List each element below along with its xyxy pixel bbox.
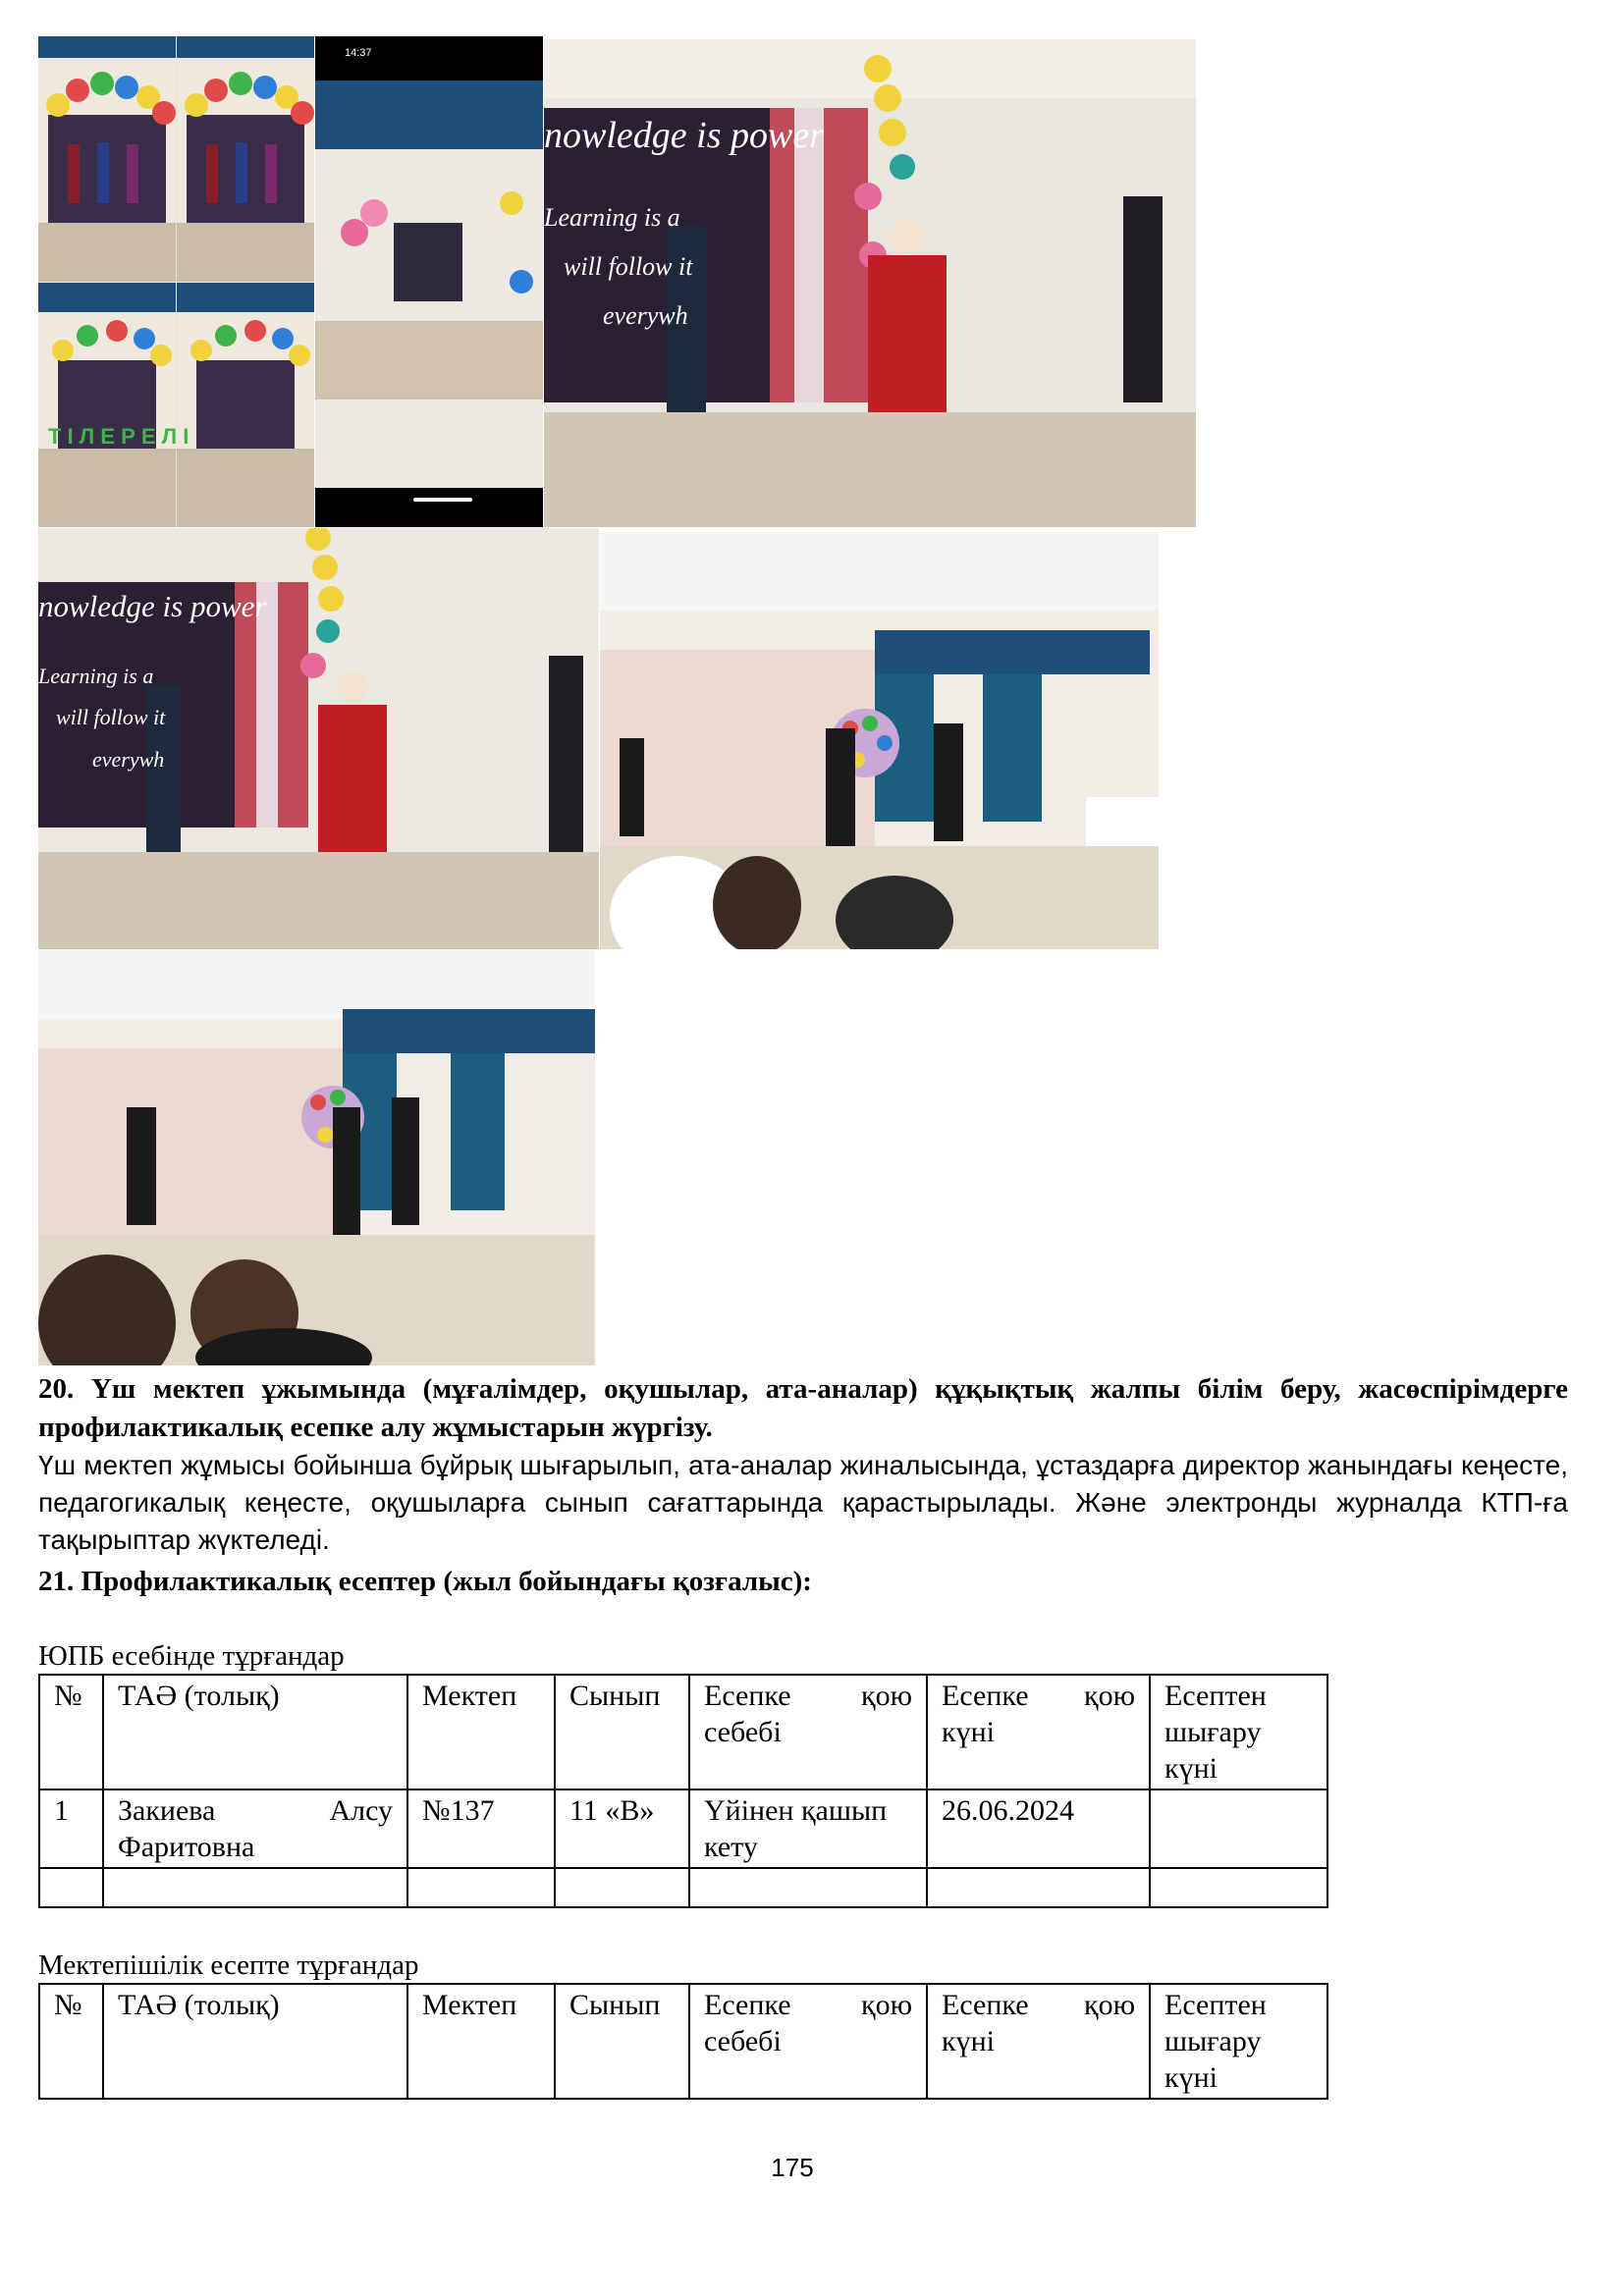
photo-stage-performance: [38, 528, 599, 949]
cell-empty: [555, 1868, 689, 1907]
juvenile-register-table: [38, 1674, 1328, 1908]
table-header-row: [39, 1675, 1327, 1789]
header-reason: Есепке қою себебі: [689, 1675, 927, 1789]
header-class: Сынып: [555, 1984, 689, 2099]
cell-removal-date: [1150, 1789, 1327, 1868]
header-school: Мектеп: [407, 1675, 555, 1789]
cell-empty: [927, 1868, 1150, 1907]
table-row: [39, 1789, 1327, 1868]
table-header-row: [39, 1984, 1327, 2099]
cell-class: 11 «В»: [555, 1789, 689, 1868]
banner-text-1: nowledge is power: [544, 115, 824, 156]
cell-empty: [103, 1868, 407, 1907]
photo-collage: [38, 36, 314, 527]
cell-registration-date: 26.06.2024: [927, 1789, 1150, 1868]
photo-phone-screenshot: [315, 36, 543, 527]
photo-stage-banner: [544, 39, 1196, 527]
section-20-heading: 20. Үш мектеп ұжымында (мұғалімдер, оқушылар, ата-аналар) құқықтық жалпы білім беру, жасөспірімдерге профилактикалық есепке алу жұмыстарын жүргізу.: [38, 1373, 1568, 1443]
cell-school: №137: [407, 1789, 555, 1868]
table1-caption: ЮПБ есебінде тұрғандар: [38, 1640, 345, 1672]
header-full-name: ТАӘ (толық): [103, 1675, 407, 1789]
page-number: 175: [771, 2153, 814, 2182]
photo-hall-performance: [38, 950, 595, 1365]
banner2-text-4: everywh: [92, 747, 165, 772]
header-removal-date: Есептен шығару күні: [1150, 1984, 1327, 2099]
banner-text-2: Learning is a: [544, 203, 680, 232]
header-full-name: ТАӘ (толық): [103, 1984, 407, 2099]
header-removal-date: Есептен шығару күні: [1150, 1675, 1327, 1789]
header-reason: Есепке қою себебі: [689, 1984, 927, 2099]
banner2-text-3: will follow it: [56, 705, 166, 729]
cell-empty: [689, 1868, 927, 1907]
school-register-table: [38, 1983, 1328, 2100]
table2-caption: Мектепішілік есепте тұрғандар: [38, 1949, 419, 1981]
banner-text-3: will follow it: [564, 252, 693, 281]
cell-reason: Үйінен қашып кету: [689, 1789, 927, 1868]
section-21-heading: 21. Профилактикалық есептер (жыл бойындағы қозғалыс):: [38, 1566, 812, 1597]
table-row: [39, 1868, 1327, 1907]
phone-time: 14:37: [345, 47, 372, 59]
header-class: Сынып: [555, 1675, 689, 1789]
header-school: Мектеп: [407, 1984, 555, 2099]
cell-empty: [407, 1868, 555, 1907]
section-20-paragraph: Үш мектеп жұмысы бойынша бұйрық шығарылып, ата-аналар жиналысында, ұстаздарға директор жанындағы кеңесте, педагогикалық кеңесте, оқушыларға сынып сағаттарында қарастырылады. Және электронды журналда КТП-ға тақырыптар жүктеледі.: [38, 1450, 1568, 1555]
banner-text-4: everywh: [603, 301, 688, 330]
cell-number: 1: [39, 1789, 103, 1868]
photo-hall-audience: [600, 532, 1159, 949]
cell-empty: [1150, 1868, 1327, 1907]
cell-empty: [39, 1868, 103, 1907]
banner2-text-1: nowledge is power: [38, 589, 267, 623]
header-number: №: [39, 1984, 103, 2099]
header-number: №: [39, 1675, 103, 1789]
section-21: [38, 1563, 1568, 1601]
header-registration-date: Есепке қою күні: [927, 1984, 1150, 2099]
section-20: [38, 1370, 1568, 1559]
cell-full-name: Закиева Алсу Фаритовна: [103, 1789, 407, 1868]
header-registration-date: Есепке қою күні: [927, 1675, 1150, 1789]
banner2-text-2: Learning is a: [38, 664, 154, 688]
collage-letters: Т І Л Е Р Е Л І: [48, 424, 189, 449]
